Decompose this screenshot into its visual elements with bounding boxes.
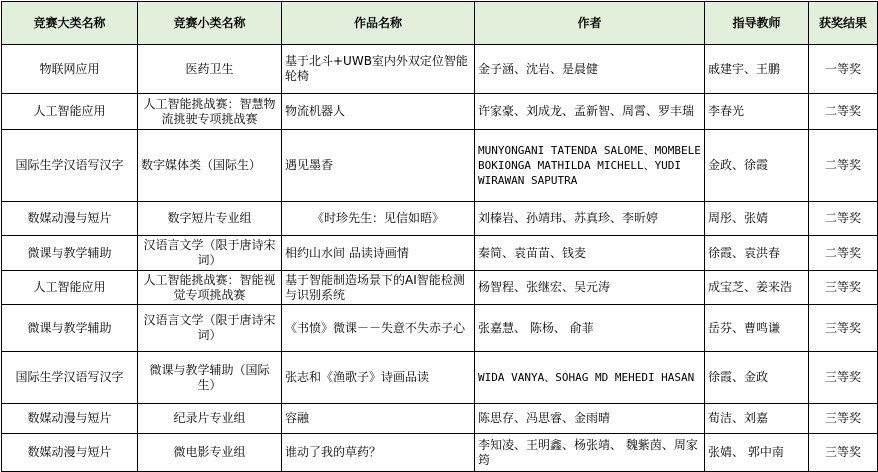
cell-subcategory: 人工智能挑战赛：智能视觉专项挑战赛 bbox=[138, 271, 282, 305]
cell-subcategory: 数字媒体类（国际生） bbox=[138, 130, 282, 202]
cell-category: 物联网应用 bbox=[2, 45, 138, 94]
cell-advisors: 李春光 bbox=[705, 94, 809, 130]
table-row bbox=[2, 45, 878, 94]
cell-advisors: 周彤、张婧 bbox=[705, 202, 809, 236]
table-row bbox=[2, 271, 878, 305]
cell-award: 二等奖 bbox=[809, 236, 878, 271]
cell-award: 二等奖 bbox=[809, 202, 878, 236]
cell-subcategory: 汉语言文学（限于唐诗宋词） bbox=[138, 305, 282, 352]
header-award: 获奖结果 bbox=[809, 2, 878, 45]
cell-advisors: 成宝芝、姜来浩 bbox=[705, 271, 809, 305]
cell-award: 二等奖 bbox=[809, 130, 878, 202]
cell-work: 张志和《渔歌子》诗画品读 bbox=[282, 352, 475, 404]
cell-work: 容融 bbox=[282, 404, 475, 434]
cell-subcategory: 医药卫生 bbox=[138, 45, 282, 94]
cell-advisors: 戚建宇、王鹏 bbox=[705, 45, 809, 94]
cell-authors: 陈思存、冯思睿、金雨晴 bbox=[475, 404, 705, 434]
cell-category: 数媒动漫与短片 bbox=[2, 202, 138, 236]
table-row bbox=[2, 305, 878, 352]
cell-subcategory: 微课与教学辅助（国际生） bbox=[138, 352, 282, 404]
cell-authors: 金子涵、沈岩、是晨健 bbox=[475, 45, 705, 94]
cell-award: 三等奖 bbox=[809, 434, 878, 472]
cell-work: 基于智能制造场景下的AI智能检测与识别系统 bbox=[282, 271, 475, 305]
cell-award: 三等奖 bbox=[809, 352, 878, 404]
table-row bbox=[2, 202, 878, 236]
header-row bbox=[2, 2, 878, 45]
table-row bbox=[2, 130, 878, 202]
cell-authors: MUNYONGANI TATENDA SALOME、MOMBELE BOKIONGA MATHILDA MICHELL、YUDI WIRAWAN SAPUTRA bbox=[475, 130, 705, 202]
cell-work: 《时珍先生：见信如晤》 bbox=[282, 202, 475, 236]
cell-work: 遇见墨香 bbox=[282, 130, 475, 202]
cell-authors: 刘榛岩、孙靖玮、苏真珍、李昕婷 bbox=[475, 202, 705, 236]
cell-category: 人工智能应用 bbox=[2, 94, 138, 130]
table-row bbox=[2, 236, 878, 271]
cell-award: 二等奖 bbox=[809, 94, 878, 130]
cell-advisors: 张婧、 郭中南 bbox=[705, 434, 809, 472]
cell-advisors: 荀洁、刘嘉 bbox=[705, 404, 809, 434]
cell-authors: 张嘉慧、 陈杨、 俞菲 bbox=[475, 305, 705, 352]
header-category: 竞赛大类名称 bbox=[2, 2, 138, 45]
cell-authors: 李知凌、王明鑫、杨张靖、 魏紫茵、周家筠 bbox=[475, 434, 705, 472]
awards-table bbox=[1, 1, 878, 472]
cell-advisors: 金政、徐霞 bbox=[705, 130, 809, 202]
cell-work: 物流机器人 bbox=[282, 94, 475, 130]
header-work: 作品名称 bbox=[282, 2, 475, 45]
cell-category: 数媒动漫与短片 bbox=[2, 434, 138, 472]
cell-category: 国际生学汉语写汉字 bbox=[2, 352, 138, 404]
cell-advisors: 徐霞、袁洪春 bbox=[705, 236, 809, 271]
table-row bbox=[2, 352, 878, 404]
cell-subcategory: 人工智能挑战赛：智慧物流挑驶专项挑战赛 bbox=[138, 94, 282, 130]
cell-work: 谁动了我的草药？ bbox=[282, 434, 475, 472]
cell-work: 《书愤》微课－－失意不失赤子心 bbox=[282, 305, 475, 352]
cell-category: 国际生学汉语写汉字 bbox=[2, 130, 138, 202]
cell-award: 三等奖 bbox=[809, 271, 878, 305]
cell-category: 微课与教学辅助 bbox=[2, 236, 138, 271]
table-row bbox=[2, 434, 878, 472]
cell-work: 相约山水间 品读诗画情 bbox=[282, 236, 475, 271]
cell-award: 三等奖 bbox=[809, 305, 878, 352]
cell-subcategory: 汉语言文学（限于唐诗宋词） bbox=[138, 236, 282, 271]
cell-category: 微课与教学辅助 bbox=[2, 305, 138, 352]
cell-category: 人工智能应用 bbox=[2, 271, 138, 305]
header-advisors: 指导教师 bbox=[705, 2, 809, 45]
cell-advisors: 岳芬、曹鸣谦 bbox=[705, 305, 809, 352]
cell-authors: 秦简、袁苗苗、钱麦 bbox=[475, 236, 705, 271]
cell-advisors: 徐霞、金政 bbox=[705, 352, 809, 404]
cell-authors: 许家豪、刘成龙、孟新智、周霄、罗丰瑞 bbox=[475, 94, 705, 130]
cell-work: 基于北斗+UWB室内外双定位智能轮椅 bbox=[282, 45, 475, 94]
cell-subcategory: 纪录片专业组 bbox=[138, 404, 282, 434]
cell-category: 数媒动漫与短片 bbox=[2, 404, 138, 434]
cell-subcategory: 微电影专业组 bbox=[138, 434, 282, 472]
cell-award: 三等奖 bbox=[809, 404, 878, 434]
cell-authors: WIDA VANYA、SOHAG MD MEHEDI HASAN bbox=[475, 352, 705, 404]
cell-subcategory: 数字短片专业组 bbox=[138, 202, 282, 236]
cell-award: 一等奖 bbox=[809, 45, 878, 94]
table-row bbox=[2, 94, 878, 130]
header-subcategory: 竞赛小类名称 bbox=[138, 2, 282, 45]
header-authors: 作者 bbox=[475, 2, 705, 45]
cell-authors: 杨智程、张继宏、吴元涛 bbox=[475, 271, 705, 305]
table-row bbox=[2, 404, 878, 434]
